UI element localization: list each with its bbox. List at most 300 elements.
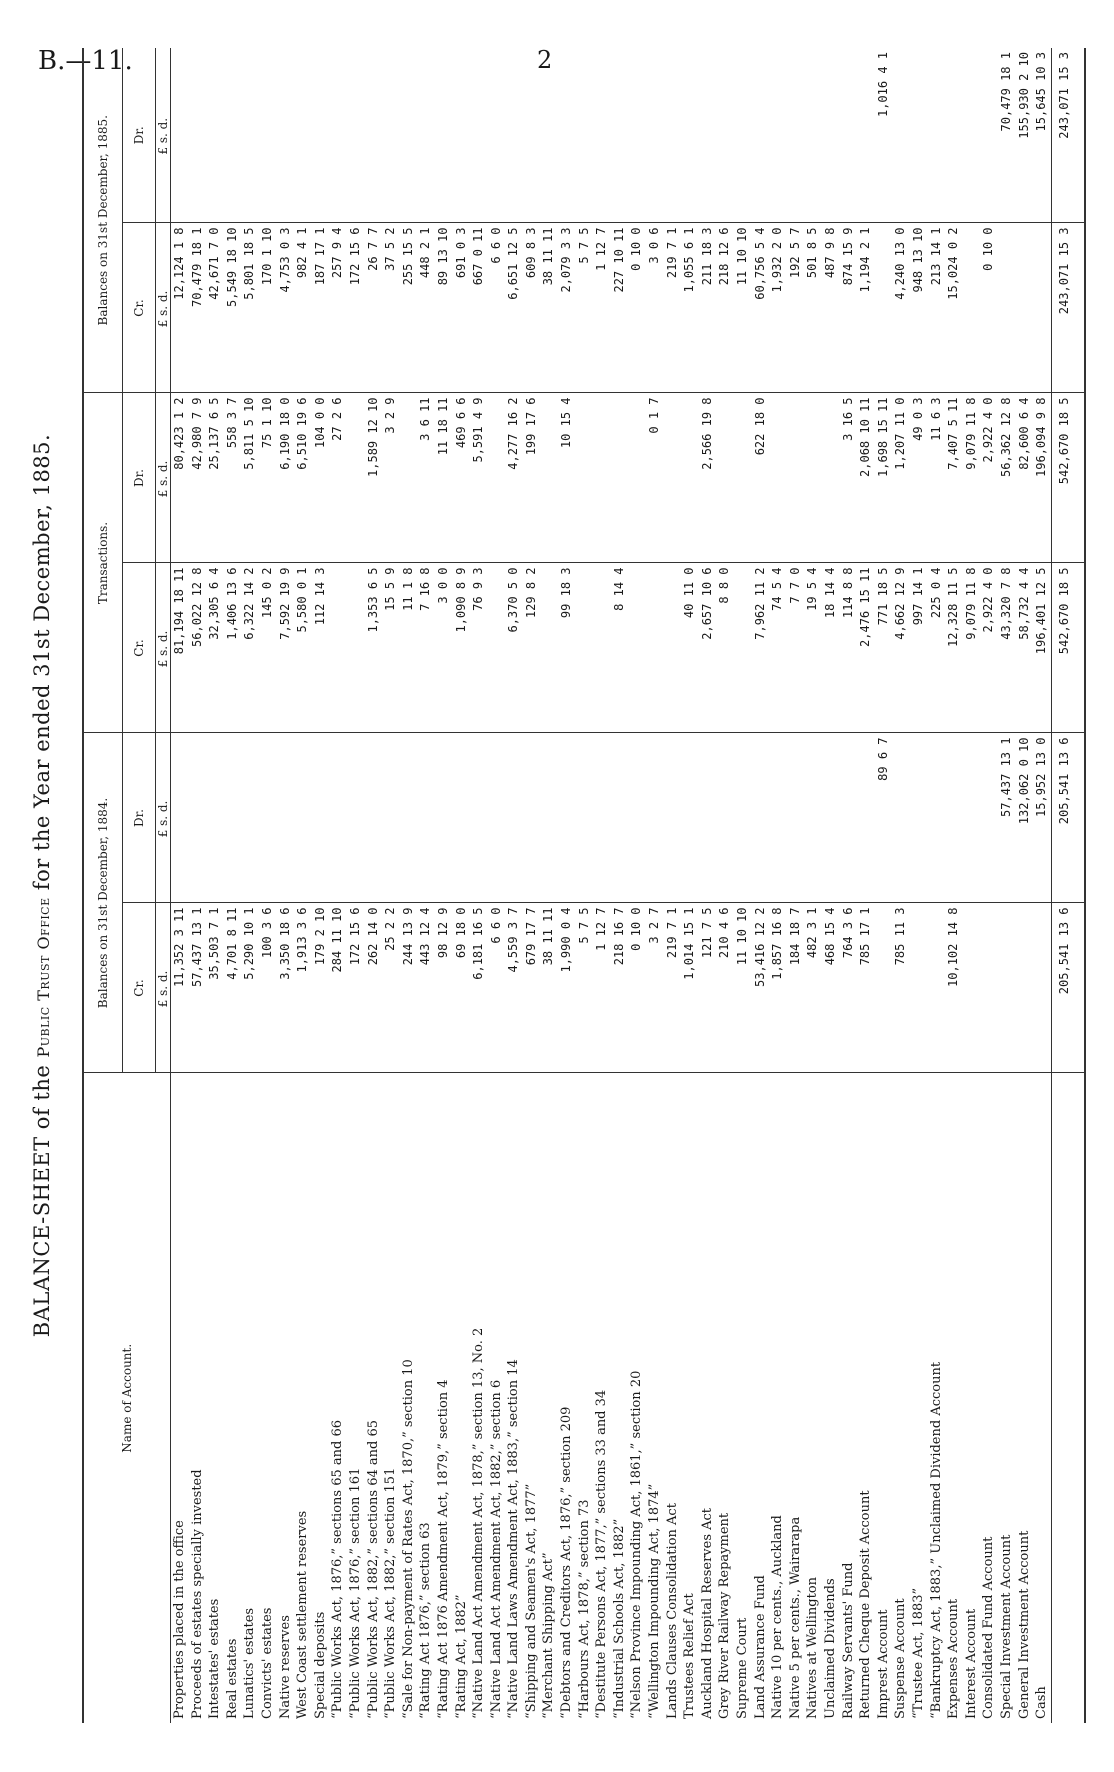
account-name: Native 10 per cents., Auckland bbox=[770, 1515, 786, 1719]
dr-1885 bbox=[417, 48, 435, 223]
cr-1884: 284 11 10 bbox=[329, 903, 347, 1073]
table-row bbox=[593, 48, 611, 1723]
cr-1884: 25 2 2 bbox=[382, 903, 400, 1073]
account-name: “Public Works Act, 1882,” section 151 bbox=[383, 1467, 399, 1719]
cr-1885: 609 8 3 bbox=[523, 223, 541, 393]
dr-1884 bbox=[769, 733, 787, 903]
cr-1885: 42,671 7 0 bbox=[206, 223, 224, 393]
cr-transactions: 1,406 13 6 bbox=[224, 563, 242, 733]
table-row bbox=[365, 48, 383, 1723]
account-name: “Public Works Act, 1882,” sections 64 and 65 bbox=[365, 1420, 381, 1719]
dr-1884: 132,062 0 10 bbox=[1016, 733, 1034, 903]
cr-transactions: 9,079 11 8 bbox=[963, 563, 981, 733]
dr-transactions: 1,207 11 0 bbox=[892, 393, 910, 563]
dr-1885 bbox=[241, 48, 259, 223]
cr-transactions bbox=[593, 563, 611, 733]
dr-transactions: 0 1 7 bbox=[646, 393, 664, 563]
dr-1884 bbox=[382, 733, 400, 903]
cr-transactions bbox=[734, 563, 752, 733]
table-row bbox=[470, 48, 488, 1723]
table-row bbox=[1016, 48, 1034, 1723]
header-lsd: £ s. d. bbox=[156, 223, 171, 393]
cr-1885: 2,079 3 3 bbox=[558, 223, 576, 393]
cr-1885: 213 14 1 bbox=[928, 223, 946, 393]
table-row bbox=[576, 48, 594, 1723]
account-name: General Investment Account bbox=[1016, 1530, 1032, 1719]
dr-1885: 1,016 4 1 bbox=[875, 48, 893, 223]
dr-1885 bbox=[980, 48, 998, 223]
cr-transactions bbox=[329, 563, 347, 733]
cr-1884: 69 18 0 bbox=[453, 903, 471, 1073]
dr-transactions: 42,980 7 9 bbox=[189, 393, 207, 563]
header-balances-1885: Balances on 31st December, 1885. bbox=[83, 48, 123, 393]
header-balances-1884: Balances on 31st December, 1884. bbox=[83, 733, 123, 1073]
account-name: Intestates' estates bbox=[207, 1598, 223, 1719]
table-row bbox=[928, 48, 946, 1723]
dr-1885 bbox=[470, 48, 488, 223]
cr-1885: 70,479 18 1 bbox=[189, 223, 207, 393]
dr-1884 bbox=[734, 733, 752, 903]
cr-1885: 691 0 3 bbox=[453, 223, 471, 393]
table-row bbox=[540, 48, 558, 1723]
cr-transactions: 145 0 2 bbox=[259, 563, 277, 733]
cr-1884: 100 3 6 bbox=[259, 903, 277, 1073]
cr-transactions: 5,580 0 1 bbox=[294, 563, 312, 733]
dr-1885 bbox=[277, 48, 295, 223]
total-dr-transactions: 542,670 18 5 bbox=[1051, 393, 1078, 563]
dr-1885 bbox=[628, 48, 646, 223]
dr-transactions: 3 2 9 bbox=[382, 393, 400, 563]
table-row bbox=[769, 48, 787, 1723]
account-name: Unclaimed Dividends bbox=[822, 1578, 838, 1719]
table-row bbox=[417, 48, 435, 1723]
dr-transactions: 2,068 10 11 bbox=[857, 393, 875, 563]
dr-1884 bbox=[611, 733, 629, 903]
cr-1884 bbox=[963, 903, 981, 1073]
dr-transactions bbox=[787, 393, 805, 563]
cr-transactions: 8 14 4 bbox=[611, 563, 629, 733]
dr-1885 bbox=[840, 48, 858, 223]
account-name: Real estates bbox=[224, 1638, 240, 1719]
dr-1884 bbox=[488, 733, 506, 903]
account-name: “Bankruptcy Act, 1883,” Unclaimed Dividend Account bbox=[928, 1361, 944, 1719]
account-name: Returned Cheque Deposit Account bbox=[858, 1490, 874, 1719]
cr-transactions bbox=[347, 563, 365, 733]
header-lsd: £ s. d. bbox=[156, 733, 171, 903]
table-row bbox=[752, 48, 770, 1723]
cr-transactions: 32,305 6 4 bbox=[206, 563, 224, 733]
dr-1884 bbox=[628, 733, 646, 903]
cr-transactions: 7 7 0 bbox=[787, 563, 805, 733]
dr-1885 bbox=[505, 48, 523, 223]
cr-1884: 4,701 8 11 bbox=[224, 903, 242, 1073]
dr-1884 bbox=[822, 733, 840, 903]
header-dr: Dr. bbox=[123, 733, 156, 903]
table-row bbox=[206, 48, 224, 1723]
cr-transactions: 99 18 3 bbox=[558, 563, 576, 733]
cr-1884: 38 11 11 bbox=[540, 903, 558, 1073]
total-cr-transactions: 542,670 18 5 bbox=[1051, 563, 1078, 733]
account-name: Consolidated Fund Account bbox=[981, 1536, 997, 1719]
cr-transactions: 112 14 3 bbox=[312, 563, 330, 733]
dr-transactions: 11 6 3 bbox=[928, 393, 946, 563]
dr-1885 bbox=[664, 48, 682, 223]
table-row bbox=[329, 48, 347, 1723]
dr-1885 bbox=[294, 48, 312, 223]
cr-transactions: 58,732 4 4 bbox=[1016, 563, 1034, 733]
dr-1885 bbox=[329, 48, 347, 223]
dr-transactions bbox=[769, 393, 787, 563]
cr-1885: 170 1 10 bbox=[259, 223, 277, 393]
dr-transactions: 104 0 0 bbox=[312, 393, 330, 563]
cr-transactions: 1,353 6 5 bbox=[365, 563, 383, 733]
dr-transactions: 5,811 5 10 bbox=[241, 393, 259, 563]
dr-1884 bbox=[752, 733, 770, 903]
dr-1884 bbox=[928, 733, 946, 903]
table-row bbox=[628, 48, 646, 1723]
dr-1885 bbox=[400, 48, 418, 223]
cr-1885: 60,756 5 4 bbox=[752, 223, 770, 393]
dr-1884 bbox=[963, 733, 981, 903]
dr-1884 bbox=[453, 733, 471, 903]
header-lsd: £ s. d. bbox=[156, 48, 171, 223]
cr-1884: 35,503 7 1 bbox=[206, 903, 224, 1073]
cr-1884: 121 7 5 bbox=[699, 903, 717, 1073]
dr-transactions: 25,137 6 5 bbox=[206, 393, 224, 563]
dr-1885 bbox=[206, 48, 224, 223]
account-name: Native reserves bbox=[277, 1615, 293, 1719]
cr-1885: 257 9 4 bbox=[329, 223, 347, 393]
cr-1884: 1,990 0 4 bbox=[558, 903, 576, 1073]
table-row bbox=[294, 48, 312, 1723]
dr-1885 bbox=[910, 48, 928, 223]
title-suffix: for the Year ended 31st December, 1885. bbox=[30, 433, 54, 891]
balance-sheet bbox=[30, 48, 1071, 1723]
dr-1885 bbox=[540, 48, 558, 223]
cr-1885 bbox=[875, 223, 893, 393]
table-row bbox=[804, 48, 822, 1723]
cr-1884: 262 14 0 bbox=[365, 903, 383, 1073]
dr-1885 bbox=[593, 48, 611, 223]
cr-1884: 3,350 18 6 bbox=[277, 903, 295, 1073]
cr-1885: 1,194 2 1 bbox=[857, 223, 875, 393]
cr-transactions bbox=[576, 563, 594, 733]
cr-transactions: 129 8 2 bbox=[523, 563, 541, 733]
dr-transactions: 2,922 4 0 bbox=[980, 393, 998, 563]
dr-transactions: 11 18 11 bbox=[435, 393, 453, 563]
dr-1885 bbox=[699, 48, 717, 223]
table-row bbox=[892, 48, 910, 1723]
account-name: Convicts' estates bbox=[259, 1607, 275, 1719]
cr-transactions: 225 0 4 bbox=[928, 563, 946, 733]
dr-1885 bbox=[365, 48, 383, 223]
account-name: “Public Works Act, 1876,” sections 65 and 66 bbox=[330, 1420, 346, 1719]
account-name: Natives at Wellington bbox=[805, 1576, 821, 1719]
cr-transactions: 2,476 15 11 bbox=[857, 563, 875, 733]
dr-1885 bbox=[945, 48, 963, 223]
cr-1884 bbox=[910, 903, 928, 1073]
account-name: Imprest Account bbox=[875, 1609, 891, 1719]
cr-transactions: 40 11 0 bbox=[681, 563, 699, 733]
cr-transactions: 4,662 12 9 bbox=[892, 563, 910, 733]
cr-transactions: 76 9 3 bbox=[470, 563, 488, 733]
cr-1884: 6,181 16 5 bbox=[470, 903, 488, 1073]
dr-1885 bbox=[382, 48, 400, 223]
cr-transactions: 11 1 8 bbox=[400, 563, 418, 733]
dr-1884 bbox=[365, 733, 383, 903]
cr-1884: 764 3 6 bbox=[840, 903, 858, 1073]
title-office: Public Trust Office bbox=[34, 897, 53, 1058]
header-dr: Dr. bbox=[123, 393, 156, 563]
dr-1884: 15,952 13 0 bbox=[1033, 733, 1051, 903]
cr-1885: 948 13 10 bbox=[910, 223, 928, 393]
cr-1884: 57,437 13 1 bbox=[189, 903, 207, 1073]
balance-table bbox=[82, 48, 1086, 1723]
dr-1885 bbox=[804, 48, 822, 223]
account-name: “Debtors and Creditors Act, 1876,” section 209 bbox=[559, 1406, 575, 1719]
cr-transactions: 7 16 8 bbox=[417, 563, 435, 733]
table-row bbox=[681, 48, 699, 1723]
cr-transactions: 771 18 5 bbox=[875, 563, 893, 733]
dr-transactions: 49 0 3 bbox=[910, 393, 928, 563]
dr-1885 bbox=[576, 48, 594, 223]
cr-1885 bbox=[998, 223, 1016, 393]
cr-transactions: 7,962 11 2 bbox=[752, 563, 770, 733]
table-row bbox=[822, 48, 840, 1723]
table-row bbox=[787, 48, 805, 1723]
dr-1885 bbox=[787, 48, 805, 223]
cr-transactions: 18 14 4 bbox=[822, 563, 840, 733]
cr-1884: 10,102 14 8 bbox=[945, 903, 963, 1073]
account-name: “Rating Act, 1882” bbox=[453, 1594, 469, 1719]
dr-1884 bbox=[804, 733, 822, 903]
cr-1885: 5,801 18 5 bbox=[241, 223, 259, 393]
cr-1884: 1,014 15 1 bbox=[681, 903, 699, 1073]
cr-1884: 11,352 3 11 bbox=[171, 903, 189, 1073]
dr-transactions: 469 6 6 bbox=[453, 393, 471, 563]
dr-1885 bbox=[488, 48, 506, 223]
table-row bbox=[435, 48, 453, 1723]
account-name: “Trustee Act, 1883” bbox=[910, 1587, 926, 1719]
cr-1885: 37 5 2 bbox=[382, 223, 400, 393]
page-code: B.—11. bbox=[38, 46, 133, 76]
dr-1884 bbox=[294, 733, 312, 903]
dr-1885 bbox=[752, 48, 770, 223]
cr-1885: 1,932 2 0 bbox=[769, 223, 787, 393]
table-row bbox=[840, 48, 858, 1723]
cr-1885: 0 10 0 bbox=[628, 223, 646, 393]
header-cr: Cr. bbox=[123, 903, 156, 1073]
dr-transactions: 2,566 19 8 bbox=[699, 393, 717, 563]
total-dr-1885: 243,071 15 3 bbox=[1051, 48, 1078, 223]
cr-transactions: 114 8 8 bbox=[840, 563, 858, 733]
dr-1885 bbox=[523, 48, 541, 223]
cr-transactions: 8 8 0 bbox=[716, 563, 734, 733]
cr-1884: 468 15 4 bbox=[822, 903, 840, 1073]
cr-transactions: 2,657 10 6 bbox=[699, 563, 717, 733]
account-name: “Shipping and Seamen's Act, 1877” bbox=[523, 1483, 539, 1719]
table-row bbox=[646, 48, 664, 1723]
dr-1885 bbox=[453, 48, 471, 223]
account-name: Trustees Relief Act bbox=[682, 1593, 698, 1719]
cr-transactions bbox=[628, 563, 646, 733]
dr-1885: 70,479 18 1 bbox=[998, 48, 1016, 223]
cr-1885: 11 10 10 bbox=[734, 223, 752, 393]
cr-1885: 15,024 0 2 bbox=[945, 223, 963, 393]
cr-1885: 667 0 11 bbox=[470, 223, 488, 393]
dr-1885 bbox=[734, 48, 752, 223]
account-name: Interest Account bbox=[963, 1608, 979, 1719]
cr-transactions bbox=[488, 563, 506, 733]
dr-1885 bbox=[928, 48, 946, 223]
table-row bbox=[382, 48, 400, 1723]
dr-1884 bbox=[400, 733, 418, 903]
cr-transactions bbox=[646, 563, 664, 733]
dr-transactions: 4,277 16 2 bbox=[505, 393, 523, 563]
cr-1884 bbox=[928, 903, 946, 1073]
cr-1884 bbox=[1033, 903, 1051, 1073]
cr-1885: 501 8 5 bbox=[804, 223, 822, 393]
dr-1885 bbox=[171, 48, 189, 223]
cr-1885: 1 12 7 bbox=[593, 223, 611, 393]
cr-1884: 6 6 0 bbox=[488, 903, 506, 1073]
cr-transactions: 3 0 0 bbox=[435, 563, 453, 733]
account-name: Auckland Hospital Reserves Act bbox=[699, 1507, 715, 1719]
dr-transactions: 6,510 19 6 bbox=[294, 393, 312, 563]
account-name: “Rating Act 1876 Amendment Act, 1879,” section 4 bbox=[435, 1379, 451, 1719]
cr-transactions: 1,090 8 9 bbox=[453, 563, 471, 733]
dr-1884: 57,437 13 1 bbox=[998, 733, 1016, 903]
table-row bbox=[277, 48, 295, 1723]
dr-1885 bbox=[435, 48, 453, 223]
table-row bbox=[453, 48, 471, 1723]
cr-1884: 218 16 7 bbox=[611, 903, 629, 1073]
cr-transactions: 43,320 7 8 bbox=[998, 563, 1016, 733]
account-name: “Destitute Persons Act, 1877,” sections 33 and 34 bbox=[594, 1389, 610, 1719]
dr-1884 bbox=[259, 733, 277, 903]
account-name: Expenses Account bbox=[946, 1598, 962, 1719]
table-row bbox=[259, 48, 277, 1723]
dr-1884 bbox=[435, 733, 453, 903]
dr-1885 bbox=[347, 48, 365, 223]
dr-1884 bbox=[787, 733, 805, 903]
dr-1884 bbox=[523, 733, 541, 903]
cr-transactions: 7,592 19 9 bbox=[277, 563, 295, 733]
dr-1885 bbox=[224, 48, 242, 223]
account-name: West Coast settlement reserves bbox=[295, 1510, 311, 1719]
table-row bbox=[224, 48, 242, 1723]
cr-1884: 98 12 9 bbox=[435, 903, 453, 1073]
cr-1884: 443 12 4 bbox=[417, 903, 435, 1073]
table-row bbox=[505, 48, 523, 1723]
total-dr-1884: 205,541 13 6 bbox=[1051, 733, 1078, 903]
dr-1884 bbox=[347, 733, 365, 903]
dr-transactions: 56,362 12 8 bbox=[998, 393, 1016, 563]
cr-transactions: 196,401 12 5 bbox=[1033, 563, 1051, 733]
dr-1884 bbox=[277, 733, 295, 903]
cr-1885: 487 9 8 bbox=[822, 223, 840, 393]
table-row bbox=[171, 48, 189, 1723]
dr-1885: 155,930 2 10 bbox=[1016, 48, 1034, 223]
table-row bbox=[857, 48, 875, 1723]
dr-transactions: 3 6 11 bbox=[417, 393, 435, 563]
cr-1885: 3 0 6 bbox=[646, 223, 664, 393]
dr-1884 bbox=[945, 733, 963, 903]
cr-1884: 184 18 7 bbox=[787, 903, 805, 1073]
header-transactions: Transactions. bbox=[83, 393, 123, 733]
header-cr: Cr. bbox=[123, 563, 156, 733]
table-row bbox=[347, 48, 365, 1723]
cr-1884: 4,559 3 7 bbox=[505, 903, 523, 1073]
table-row bbox=[189, 48, 207, 1723]
dr-transactions bbox=[804, 393, 822, 563]
cr-transactions: 15 5 9 bbox=[382, 563, 400, 733]
dr-1884 bbox=[505, 733, 523, 903]
dr-1885 bbox=[558, 48, 576, 223]
account-name: “Native Land Act Amendment Act, 1878,” section 13, No. 2 bbox=[471, 1327, 487, 1719]
dr-1884 bbox=[840, 733, 858, 903]
cr-1884: 482 3 1 bbox=[804, 903, 822, 1073]
account-name: “Nelson Province Impounding Act, 1861,” section 20 bbox=[629, 1370, 645, 1719]
cr-1885: 218 12 6 bbox=[716, 223, 734, 393]
dr-transactions: 199 17 6 bbox=[523, 393, 541, 563]
dr-1884 bbox=[716, 733, 734, 903]
dr-1884 bbox=[857, 733, 875, 903]
dr-1884 bbox=[312, 733, 330, 903]
total-cr-1885: 243,071 15 3 bbox=[1051, 223, 1078, 393]
dr-1885 bbox=[963, 48, 981, 223]
dr-1884 bbox=[241, 733, 259, 903]
account-name: “Rating Act 1876,” section 63 bbox=[418, 1522, 434, 1719]
header-lsd: £ s. d. bbox=[156, 563, 171, 733]
dr-transactions bbox=[593, 393, 611, 563]
dr-transactions bbox=[347, 393, 365, 563]
cr-1884: 785 17 1 bbox=[857, 903, 875, 1073]
dr-1884 bbox=[224, 733, 242, 903]
cr-1884: 210 4 6 bbox=[716, 903, 734, 1073]
dr-1884 bbox=[540, 733, 558, 903]
dr-transactions: 27 2 6 bbox=[329, 393, 347, 563]
cr-1884 bbox=[875, 903, 893, 1073]
dr-transactions bbox=[540, 393, 558, 563]
dr-1885 bbox=[189, 48, 207, 223]
dr-transactions: 80,423 1 2 bbox=[171, 393, 189, 563]
dr-1884 bbox=[646, 733, 664, 903]
table-row bbox=[400, 48, 418, 1723]
cr-transactions bbox=[664, 563, 682, 733]
dr-transactions: 558 3 7 bbox=[224, 393, 242, 563]
cr-1884: 3 2 7 bbox=[646, 903, 664, 1073]
account-name: “Native Land Act Amendment Act, 1882,” section 6 bbox=[488, 1379, 504, 1719]
dr-1885 bbox=[769, 48, 787, 223]
cr-1884 bbox=[1016, 903, 1034, 1073]
table-row bbox=[241, 48, 259, 1723]
title-prefix: BALANCE-SHEET of the bbox=[30, 1064, 54, 1338]
cr-1884: 172 15 6 bbox=[347, 903, 365, 1073]
account-name: “Harbours Act, 1878,” section 73 bbox=[576, 1499, 592, 1719]
account-name: “Wellington Impounding Act, 1874” bbox=[647, 1483, 663, 1719]
dr-1884: 89 6 7 bbox=[875, 733, 893, 903]
table-row bbox=[664, 48, 682, 1723]
account-name: Lunatics' estates bbox=[242, 1607, 258, 1719]
cr-1885: 227 10 11 bbox=[611, 223, 629, 393]
dr-1884 bbox=[910, 733, 928, 903]
cr-1885: 211 18 3 bbox=[699, 223, 717, 393]
account-name: Suspense Account bbox=[893, 1598, 909, 1719]
page-number: 2 bbox=[537, 46, 553, 74]
cr-1884: 179 2 10 bbox=[312, 903, 330, 1073]
cr-1885: 6 6 0 bbox=[488, 223, 506, 393]
